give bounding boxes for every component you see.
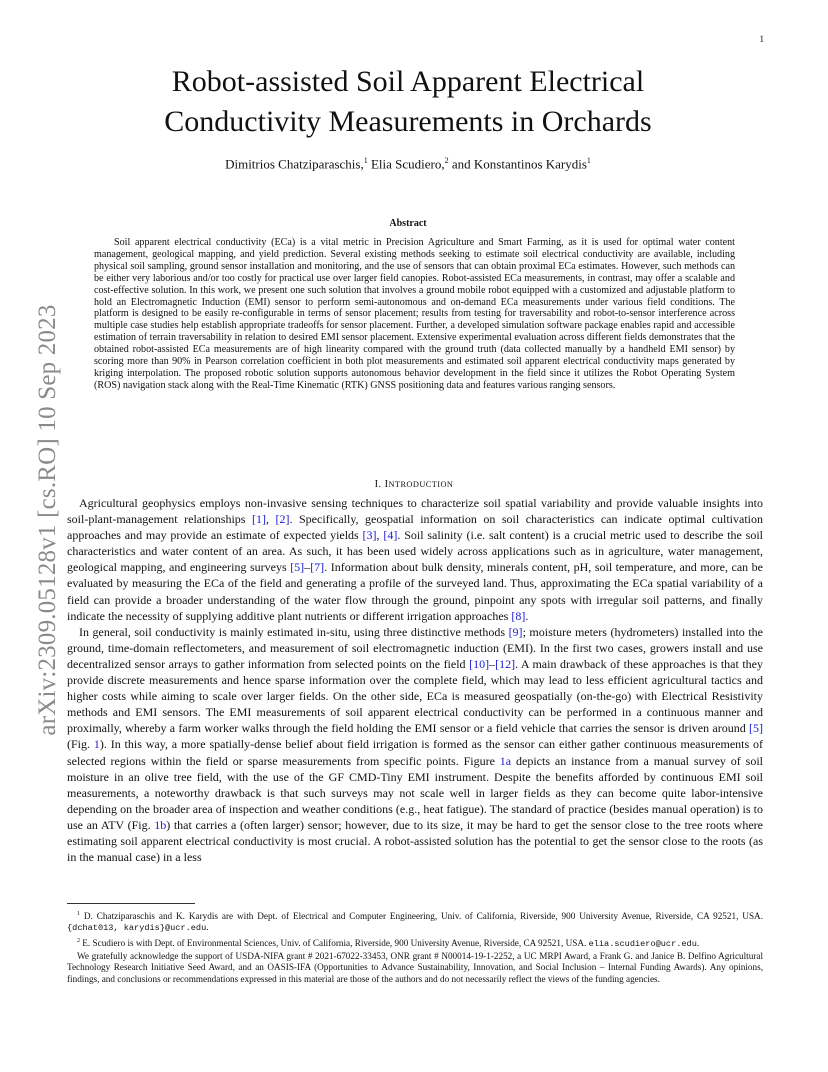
author-affiliation-mark: 1 bbox=[363, 156, 368, 165]
footnote bbox=[67, 909, 763, 935]
citation-link[interactable]: [5] bbox=[290, 560, 305, 575]
introduction-body bbox=[67, 495, 763, 865]
footnote-mark: 1 bbox=[77, 911, 80, 917]
citation-link[interactable]: [1] bbox=[251, 512, 266, 527]
title-line: Robot-assisted Soil Apparent Electrical bbox=[171, 65, 645, 98]
footnote-text: E. Scudiero is with Dept. of Environmental Sciences, Univ. of California, Riverside, 900 University Avenue, Riverside, CA 92521, USA. bbox=[80, 937, 589, 948]
paper-title bbox=[96, 62, 720, 142]
paragraph-text: depicts an instance from a manual survey of soil moisture in an olive tree field, with the use of the GF CMD-Tiny EMI instrument. Despite the benefits afforded by continuous EMI soil measurements, a noteworthy drawback is that such surveys may not scale well in larger fields as they can become quite labor-intensive depending on the broader area of inspection and weather conditions (e.g., heat fatigue). The standard of practice (besides manual operation) is to use an ATV (Fig. bbox=[67, 753, 763, 832]
paragraph-text: , bbox=[265, 512, 276, 527]
citation-link[interactable]: 1a bbox=[499, 753, 512, 768]
citation-link[interactable]: [8] bbox=[511, 608, 526, 623]
citation-link[interactable]: [7] bbox=[310, 560, 325, 575]
intro-paragraph bbox=[67, 624, 763, 865]
paragraph-text: ) that carries a (often larger) sensor; however, due to its size, it may be hard to get the sensor close to the tree roots where estimating soil apparent electrical conductivity is most crucial. A robot-assisted solution has the potential to get the sensor close to the roots (as in the manual case) in a less bbox=[67, 817, 763, 865]
footnote-text: . bbox=[206, 922, 209, 933]
section-initial: I bbox=[384, 479, 389, 490]
author-list bbox=[96, 156, 720, 172]
paragraph-text: , bbox=[376, 528, 384, 543]
paragraph-text: . Specifically, geospatial information on soil characteristics can indicate optimal cultivation approaches and may provide an estimate of expected yields bbox=[67, 512, 764, 543]
footnote-text: D. Chatziparaschis and K. Karydis are with Dept. of Electrical and Computer Engineering, Univ. of California, Riverside, 900 University Avenue, Riverside, CA 92521, USA. bbox=[80, 911, 763, 922]
author-name: Elia Scudiero, bbox=[367, 156, 445, 172]
footnote bbox=[67, 936, 763, 950]
footnote-text: . bbox=[696, 937, 700, 948]
email-address: {dchat013, karydis}@ucr.edu bbox=[67, 923, 207, 934]
abstract-heading: Abstract bbox=[389, 218, 427, 229]
citation-link[interactable]: [2] bbox=[275, 512, 290, 527]
paragraph-text: . A main drawback of these approaches is that they provide discrete measurements and hence sparse information over the complete field, which may lead to less efficient agricultural tactics and higher costs while aiming to scale over larger fields. On the other side, ECa is measured geospatially (on-the-go) with Electrical Resistivity methods and EMI sensors. The EMI measurements of soil apparent electrical conductivity can be performed in a continuous manner and proximally, whereby a farm worker walks through the field holding the EMI sensor or a field vehicle that carries the sensor is driven around bbox=[67, 656, 763, 736]
paragraph-text: . Soil salinity (i.e. salt content) is a crucial metric used to describe the soil characteristics and water content of an area. As such, it has been used widely across applications such as in agriculture, water management, geological mapping, and engineering surveys bbox=[67, 528, 763, 575]
paragraph-text: (Fig. bbox=[67, 737, 94, 752]
author-affiliation-mark: 1 bbox=[586, 156, 591, 165]
paragraph-text: . bbox=[525, 608, 529, 623]
footnote-mark: 2 bbox=[77, 937, 80, 944]
title-line: Conductivity Measurements in Orchards bbox=[164, 105, 652, 138]
email-address: elia.scudiero@ucr.edu bbox=[588, 938, 697, 949]
footnotes bbox=[67, 909, 763, 986]
citation-link[interactable]: [12] bbox=[495, 656, 516, 671]
footnote bbox=[67, 951, 763, 985]
author-name: Dimitrios Chatziparaschis, bbox=[225, 156, 364, 172]
paragraph-text: – bbox=[489, 656, 496, 671]
abstract-body: Soil apparent electrical conductivity (ECa) is a vital metric in Precision Agriculture and Smart Farming, as it is used for optimal water content management, geological mapping, and yield prediction. Several existing methods seeking to estimate soil electrical conductivity are available, including physical soil sampling, ground sensor installation and monitoring, and the use of sensors that can obtain proximal ECa estimates. However, such methods can be either very laborious and/or too costly for practical use over larger field canopies. Robot-assisted ECa measurements, in contrast, may offer a scalable and cost-effective solution. In this work, we present one such solution that involves a ground mobile robot equipped with a customized and adjustable platform to hold an Electromagnetic Induction (EMI) sensor to perform semi-autonomous and on-demand ECa measurements under various field conditions. The platform is designed to be easily re-configurable in terms of sensor placement; results from testing for traversability and robot-to-sensor interference across multiple case studies help establish appropriate tradeoffs for sensor placement. Further, a developed simulation software package enables rapid and accessible estimation of terrain traversability in relation to desired EMI sensor placement. Extensive experimental evaluation across different fields demonstrates that the obtained robot-assisted ECa measurements are of high linearity compared with the ground truth (data collected manually by a handheld EMI sensor) by scoring more than 90% in Pearson correlation coefficient in both plot measurements and estimated soil apparent electrical conductivity maps generated by kriging interpolation. The proposed robotic solution supports autonomous behavior development in the field since it utilizes the Robot Operating System (ROS) navigation stack along with the Real-Time Kinematic (RTK) GNSS positioning data and features various ranging sensors. bbox=[94, 237, 735, 391]
citation-link[interactable]: [3] bbox=[362, 528, 377, 543]
section-title-smallcaps: NTRODUCTION bbox=[388, 480, 454, 489]
author-name: and Konstantinos Karydis bbox=[448, 156, 587, 172]
arxiv-identifier-text: arXiv:2309.05128v1 [cs.RO] 10 Sep 2023 bbox=[34, 304, 61, 736]
paragraph-text: In general, soil conductivity is mainly estimated in-situ, using three distinctive methods bbox=[79, 624, 509, 639]
citation-link[interactable]: [4] bbox=[383, 528, 398, 543]
paragraph-text: . Information about bulk density, minerals content, pH, soil temperature, and more, can be evaluated by measuring the ECa of the field and generating a profile of the surveyed land. Thus, approximating the ECa spatial variability of a field can provide a broader understanding of the water flow through the ground, pinpoint any spots with irregular soil patterns, and finally indicate the necessity of supplying additive plant nutrients or different irrigation approaches bbox=[67, 560, 763, 623]
footnote-text: We gratefully acknowledge the support of USDA-NIFA grant # 2021-67022-33453, ONR grant # N00014-19-1-2252, a UC MRPI Award, a Frank G. and Janice B. Delfino Agricultural Technology Research Initiative Seed Award, and an OASIS-IFA (Opportunities to Advance Sustainability, Innovation, and Social Inclusion – Internal Funding Awards). Any opinions, findings, and conclusions or recommendations expressed in this material are those of the authors and do not necessarily reflect the views of the funding agencies. bbox=[67, 951, 763, 984]
footnote-divider bbox=[67, 903, 195, 904]
citation-link[interactable]: [10] bbox=[469, 656, 490, 671]
citation-link[interactable]: [9] bbox=[508, 624, 523, 639]
author-affiliation-mark: 2 bbox=[444, 156, 449, 165]
intro-paragraph bbox=[67, 495, 763, 624]
citation-link[interactable]: 1 bbox=[93, 737, 100, 752]
citation-link[interactable]: 1b bbox=[154, 817, 167, 832]
page-number: 1 bbox=[759, 34, 764, 44]
section-number: I. bbox=[374, 479, 385, 490]
paragraph-text: ). In this way, a more spatially-dense belief about field irrigation is formed as the sensor can either gather continuous measurements of selected regions within the field or sparse measurements from specific points. Figure bbox=[67, 737, 763, 768]
paragraph-text: ; moisture meters (hydrometers) installed into the ground, time-domain reflectometers, and measurement of soil electromagnetic induction (EMI). In the first two cases, growers install and use decentralized sensor arrays to gather information from selected points on the field bbox=[67, 624, 763, 671]
section-heading-introduction bbox=[66, 479, 762, 490]
paragraph-text: Agricultural geophysics employs non-invasive sensing techniques to characterize soil spatial variability and provide valuable insights into soil-plant-management relationships bbox=[67, 496, 763, 527]
citation-link[interactable]: [5] bbox=[749, 721, 763, 736]
paragraph-text: – bbox=[304, 560, 311, 575]
